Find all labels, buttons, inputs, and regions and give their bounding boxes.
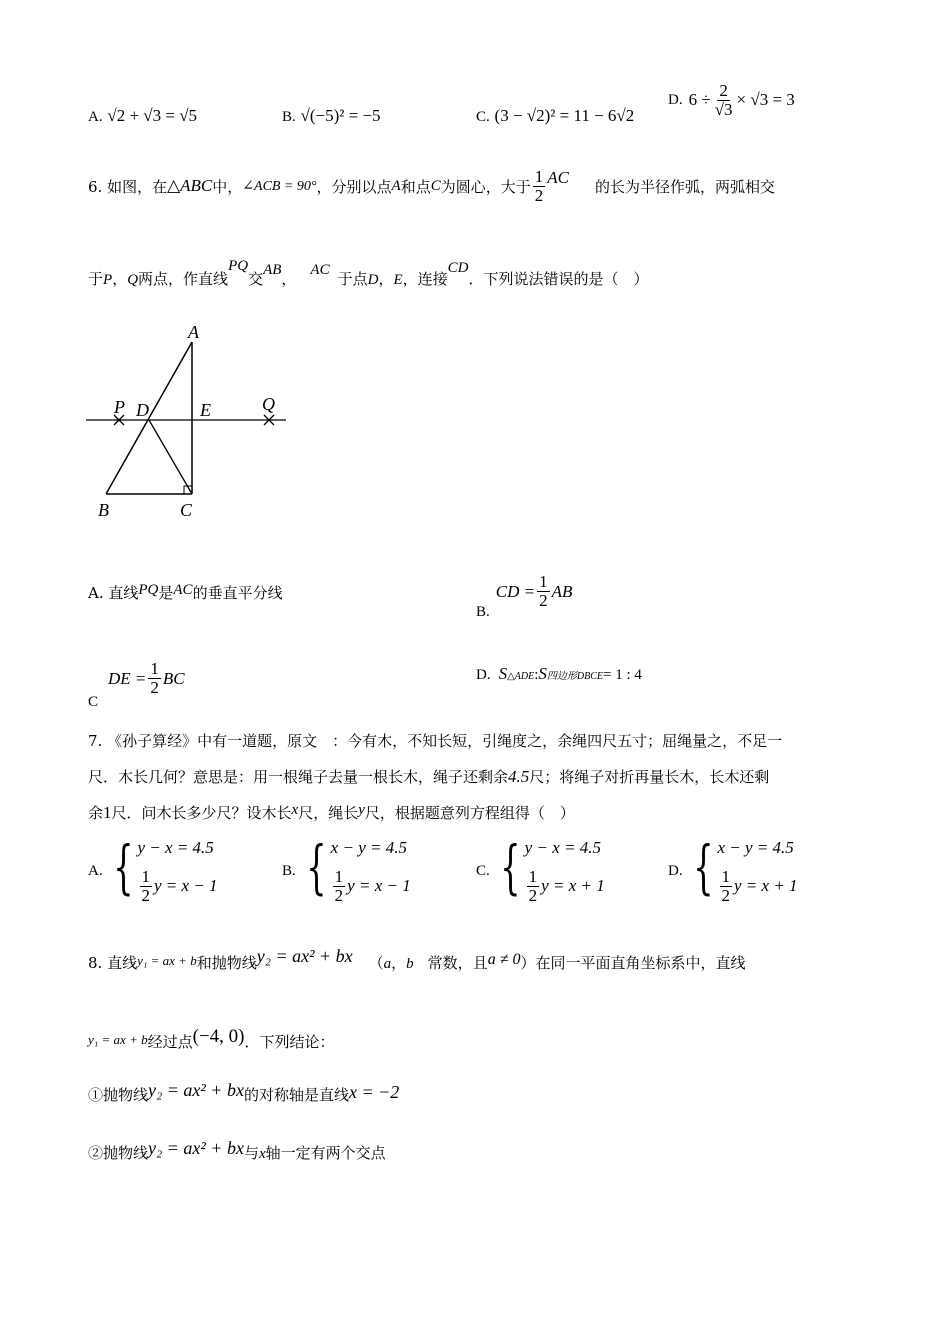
segment-cd [149,420,192,494]
q7-text: 尺．问木长多少尺？设木长 [111,804,292,822]
q6-option-c-num: 1 [150,659,159,679]
q8-linear-function: y₁ = ax + b [88,1032,148,1047]
q6-text: ， [281,270,297,288]
q6-option-a-end: 的垂直平分线 [192,584,283,602]
q6-option-b-fraction [537,573,550,610]
q8-linear-function: y₁ = ax + b [137,953,197,968]
q6-option-d-sub1: △ADE [507,671,535,682]
q8-text: ②抛物线 [88,1144,149,1162]
q8-text: ①抛物线 [88,1086,149,1104]
q8-text: 经过点 [147,1033,193,1051]
q8-text: 轴一定有两个交点 [265,1144,386,1162]
q5-option-d-post: × √3 = 3 [736,90,795,110]
q5-option-d-num: 2 [719,81,728,100]
q8-conclusion-2 [88,1138,386,1163]
brace-icon: { [500,833,521,901]
q8-stem-line1 [88,946,746,973]
brace-icon: { [112,833,134,901]
q8-text: ．下列结论： [244,1033,335,1051]
equation-row-2 [331,868,411,905]
equation-row-1: x − y = 4.5 [717,838,794,857]
q5-option-c-label: C. [476,109,490,125]
q6-option-c-lhs: DE = [108,668,147,688]
q6-text: 的长为半径作弧，两弧相交 [594,177,775,196]
fraction-den: 2 [141,885,150,905]
equation-row-2 [138,868,218,905]
equation-system [298,833,411,905]
fraction [333,868,346,905]
q5-option-b [282,106,381,126]
q6-option-b-label: B. [476,604,490,620]
q6-text: ，连接 [402,270,448,288]
q6-option-a [88,582,283,603]
q8-var-b: b [406,956,414,972]
q6-ac: AC [547,168,569,188]
q8-axis: x = −2 [348,1082,400,1102]
q8-text: 的对称轴是直线 [243,1086,349,1104]
q6-angle: ∠ACB = 90° [242,178,317,194]
equation-system [105,833,218,905]
q8-condition: a ≠ 0 [487,951,521,968]
q6-half-fraction [533,168,546,205]
equation-row-2 [525,868,605,905]
q6-option-d-colon: : [534,667,539,683]
q7-var-x: x [291,802,299,818]
q7-option-a [88,833,218,905]
q6-text: ，分别以点 [316,177,392,196]
q7-option-b [282,833,411,905]
q6-text: 于点 [337,270,368,288]
q6-option-a-label: A. 直线 [88,584,139,602]
q7-option-label: B. [282,862,296,879]
fraction [527,868,540,905]
q6-option-d-s2: S [538,664,547,683]
q5-option-a-expr: √2 + √3 = √5 [107,106,198,125]
q6-text: 和点 [400,177,431,196]
fraction-num: 1 [721,867,730,886]
q8-point: (−4, 0) [192,1026,245,1047]
brace-icon: { [306,833,327,901]
label-c: C [180,500,193,520]
q5-option-d-den: √3 [714,99,733,119]
q6-text: 6. 如图，在 [88,177,168,196]
q7-rope-surplus: 4.5 [508,767,530,786]
q7-text: 尺．木长几何？意思是：用一根绳子去量一根长木，绳子还剩余 [88,768,509,786]
q5-option-d-fraction [713,82,735,119]
q6-triangle: △ABC [167,176,213,196]
q8-parabola: y₂ = ax² + bx [256,946,353,966]
label-d: D [136,400,149,420]
q5-option-c-expr: (3 − √2)² = 11 − 6√2 [494,106,635,125]
q6-option-b-den: 2 [539,591,548,610]
q6-text: ， [378,270,394,288]
q6-option-d-label: D. [476,667,491,683]
q6-option-b-rhs: AB [551,581,573,601]
q8-text: 与 [243,1144,259,1162]
equation-system [492,833,605,905]
q5-option-a [88,106,197,126]
equation-rhs: y = x − 1 [154,876,218,896]
q7-text: 尺，根据题意列方程组得（ ） [364,804,575,822]
q7-remainder: 1 [103,803,112,822]
q6-point-q: Q [127,272,139,288]
q5-option-b-expr: √(−5)² = −5 [300,106,381,125]
label-q: Q [262,394,275,414]
equation-row-2 [718,868,798,905]
equation-row-1: y − x = 4.5 [137,838,214,857]
q7-text: 尺；将绳子对折再量长木，长木还剩 [529,768,770,786]
q8-text: ）在同一平面直角坐标系中，直线 [520,954,746,972]
q7-stem-line1: 7. 《孙子算经》中有一道题，原文 ：今有木，不知长短，引绳度之，余绳四尺五寸；屈绳量之，不足一 [88,732,783,750]
q8-text: （ [368,954,384,972]
label-a: A [188,322,199,342]
q6-option-c-rhs: BC [162,668,185,688]
q7-var-y: y [358,802,365,818]
fraction-num: 1 [141,867,150,886]
q6-option-d-sub2: 四边形DBCE [546,671,604,682]
q8-conclusion-1 [88,1080,400,1105]
q7-option-label: D. [668,862,683,879]
q6-half-den: 2 [534,185,544,205]
q6-option-b-num: 1 [539,572,548,592]
q8-parabola: y₂ = ax² + bx [148,1080,244,1100]
q6-geometry-figure [80,318,300,524]
q6-point-a: A [391,177,401,194]
q6-option-c [88,646,185,711]
equation-rhs: y = x − 1 [347,876,411,896]
q8-var-x: x [258,1146,266,1162]
q6-stem-line2 [88,258,649,289]
equation-row-1: y − x = 4.5 [524,838,601,857]
q6-text: 为圆心，大于 [440,177,531,196]
q6-point-c: C [430,177,441,194]
label-e: E [200,400,211,420]
q7-option-d [668,833,798,905]
equation-row-1: x − y = 4.5 [330,838,407,857]
equation-rhs: y = x + 1 [541,876,605,896]
q8-text: 8. 直线 [88,954,138,972]
q6-text: 交 [248,270,264,288]
q8-text: 和抛物线 [196,954,257,972]
fraction-num: 1 [528,867,538,886]
q8-var-a: a [383,956,392,972]
q8-text: ， [391,954,407,972]
q6-text: ， [112,270,128,288]
q5-option-d-label: D. [668,91,683,108]
q6-point-d: D [367,272,379,288]
q6-option-d-rhs: = 1 : 4 [603,667,642,683]
fraction-den: 2 [721,885,730,905]
q5-option-d [668,82,795,119]
q6-option-c-label: C [88,694,99,710]
q6-segment-ab: AB [263,262,282,278]
q6-half-num: 1 [534,167,544,186]
q6-option-c-den: 2 [150,678,159,697]
fraction-den: 2 [528,885,538,905]
q6-point-p: P [103,272,113,288]
q7-option-c [476,833,605,905]
q7-option-label: A. [88,862,103,879]
q6-segment-ac: AC [310,262,330,278]
q7-text: 余 [88,804,104,822]
q5-option-b-label: B. [282,109,296,125]
q7-stem-line2 [88,766,769,787]
label-p: P [114,397,125,417]
q5-option-c [476,106,634,126]
q8-text: 常数，且 [427,954,488,972]
fraction [140,868,153,905]
q7-stem-line3 [88,802,575,823]
q7-option-label: C. [476,862,490,879]
q6-text: ．下列说法错误的是（ ） [468,270,649,288]
q8-parabola: y₂ = ax² + bx [148,1138,244,1158]
q8-stem-line2 [88,1026,335,1052]
q6-point-e: E [393,272,403,288]
q6-option-b-lhs: CD = [495,581,536,601]
q6-option-d-s1: S [498,664,508,683]
brace-icon: { [692,833,714,901]
q7-text: 尺，绳长 [298,804,359,822]
q6-text: 中， [212,177,243,196]
q5-option-a-label: A. [88,109,103,125]
q6-stem-line1 [88,168,775,205]
q6-segment-cd: CD [447,260,469,276]
q6-option-a-ac: AC [173,582,193,598]
equation-system [685,833,798,905]
q6-option-a-mid: 是 [158,584,174,602]
fraction [720,868,733,905]
fraction-den: 2 [334,885,344,905]
q6-option-b [476,562,572,621]
label-b: B [98,500,109,520]
q6-option-d [476,664,642,684]
q6-option-c-fraction [148,660,161,697]
q6-text: 两点，作直线 [138,270,229,288]
equation-rhs: y = x + 1 [734,876,798,896]
q6-option-a-pq: PQ [138,582,159,598]
q5-option-d-pre: 6 ÷ [688,90,711,110]
fraction-num: 1 [334,867,344,886]
q6-text: 于 [88,270,104,288]
q6-line-pq: PQ [228,258,249,274]
